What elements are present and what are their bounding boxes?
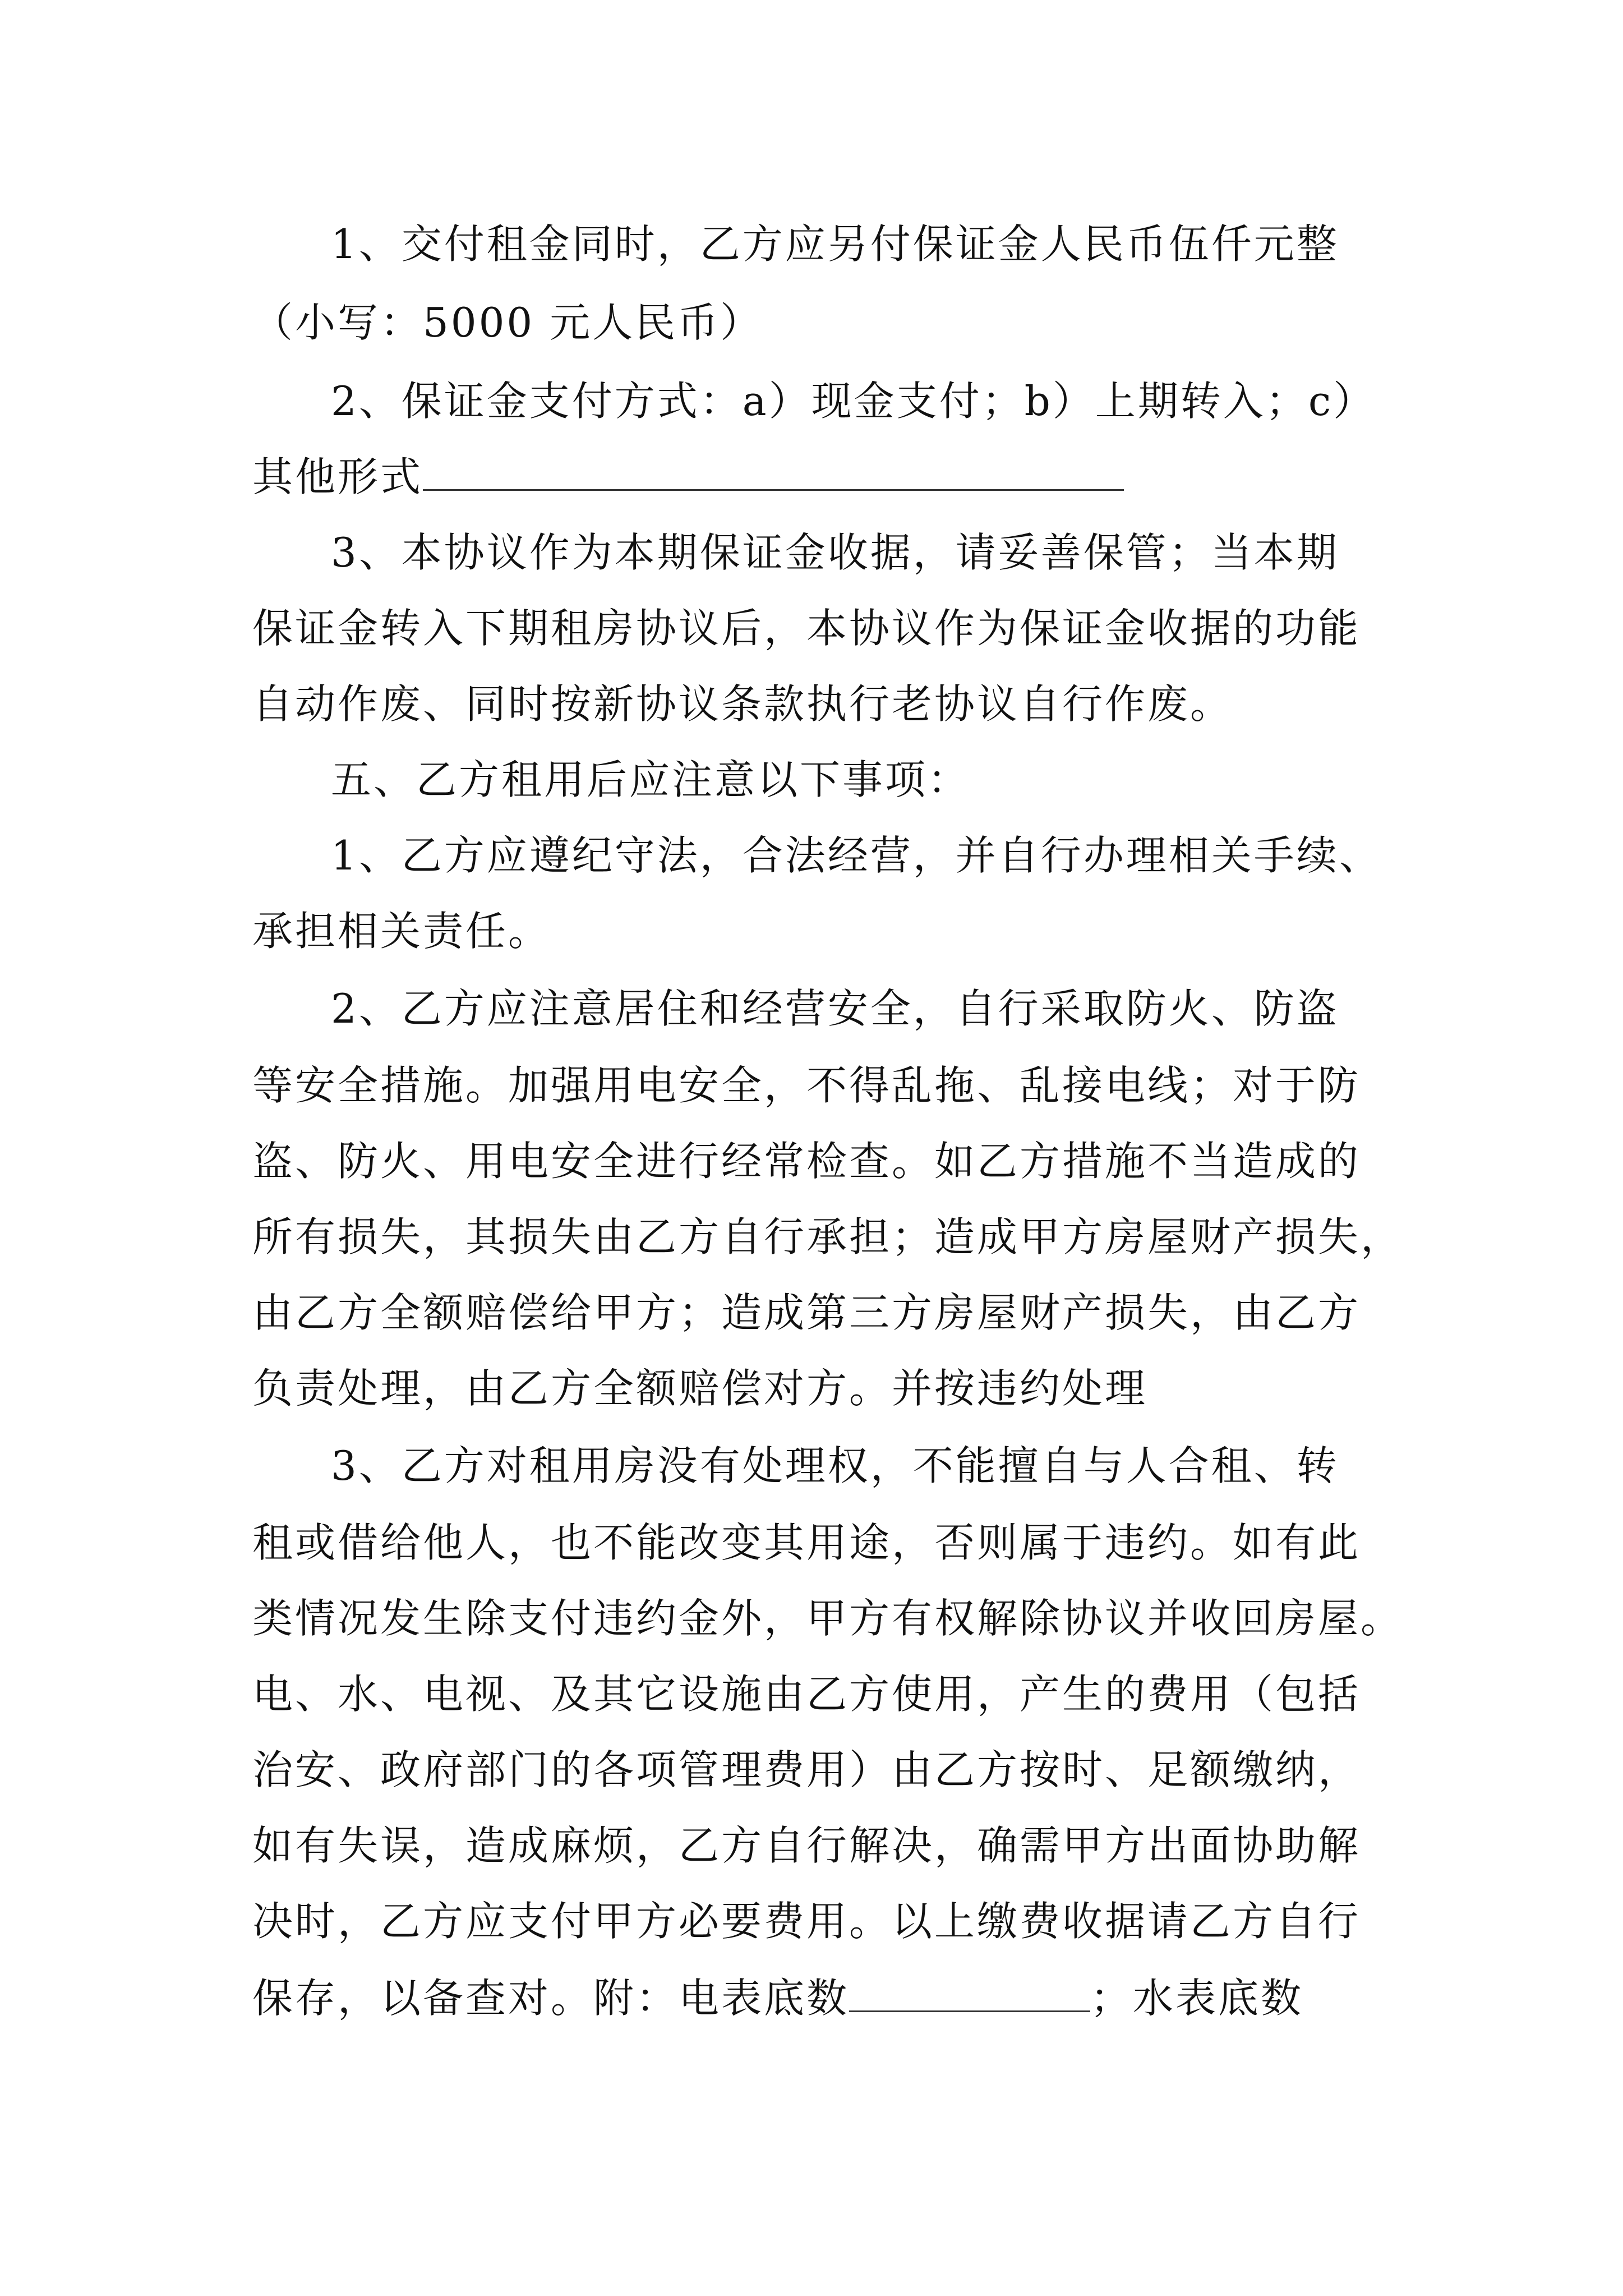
para-line-with-blank bbox=[252, 449, 1385, 505]
para-line: 由乙方全额赔偿给甲方；造成第三方房屋财产损失，由乙方 bbox=[252, 1289, 1361, 1336]
para-line: 决时，乙方应支付甲方必要费用。以上缴费收据请乙方自行 bbox=[252, 1898, 1361, 1945]
water-meter-label: ；水表底数 bbox=[1090, 1975, 1304, 2022]
para-line: 保证金转入下期租房协议后，本协议作为保证金收据的功能 bbox=[252, 605, 1361, 652]
para-line: 1、交付租金同时，乙方应另付保证金人民币伍仟元整 bbox=[331, 220, 1339, 268]
para-line: 2、保证金支付方式：a）现金支付；b）上期转入；c） bbox=[331, 378, 1376, 425]
para-line: 等安全措施。加强用电安全，不得乱拖、乱接电线；对于防 bbox=[252, 1062, 1361, 1109]
meter-reading-label: 保存，以备查对。附：电表底数 bbox=[252, 1975, 850, 2022]
para-line: 类情况发生除支付违约金外，甲方有权解除协议并收回房屋。 bbox=[252, 1595, 1404, 1642]
para-line: 如有失误，造成麻烦，乙方自行解决，确需甲方出面协助解 bbox=[252, 1822, 1361, 1869]
para-line: 2、乙方应注意居住和经营安全，自行采取防火、防盗 bbox=[331, 985, 1339, 1032]
para-line: 3、本协议作为本期保证金收据，请妥善保管；当本期 bbox=[331, 529, 1339, 576]
para-line: 自动作废、同时按新协议条款执行老协议自行作废。 bbox=[252, 680, 1233, 728]
para-line: 承担相关责任。 bbox=[252, 908, 551, 955]
para-line: 租或借给他人，也不能改变其用途，否则属于违约。如有此 bbox=[252, 1519, 1361, 1566]
other-form-label: 其他形式 bbox=[252, 453, 423, 500]
electric-meter-blank bbox=[849, 1970, 1090, 2012]
fill-in-blank bbox=[423, 449, 1124, 491]
para-line: 负责处理，由乙方全额赔偿对方。并按违约处理 bbox=[252, 1365, 1148, 1412]
para-line: 盗、防火、用电安全进行经常检查。如乙方措施不当造成的 bbox=[252, 1138, 1361, 1185]
para-line: 所有损失，其损失由乙方自行承担；造成甲方房屋财产损失， bbox=[252, 1213, 1404, 1260]
para-line: （小写：5000 元人民币） bbox=[252, 299, 763, 346]
para-line: 3、乙方对租用房没有处理权，不能擅自与人合租、转 bbox=[331, 1442, 1339, 1489]
para-line: 治安、政府部门的各项管理费用）由乙方按时、足额缴纳， bbox=[252, 1746, 1361, 1793]
para-line: 电、水、电视、及其它设施由乙方使用，产生的费用（包括 bbox=[252, 1671, 1361, 1718]
para-line-with-blank bbox=[252, 1970, 1385, 2026]
section-heading: 五、乙方租用后应注意以下事项： bbox=[331, 756, 971, 803]
para-line: 1、乙方应遵纪守法，合法经营，并自行办理相关手续、 bbox=[331, 832, 1382, 879]
